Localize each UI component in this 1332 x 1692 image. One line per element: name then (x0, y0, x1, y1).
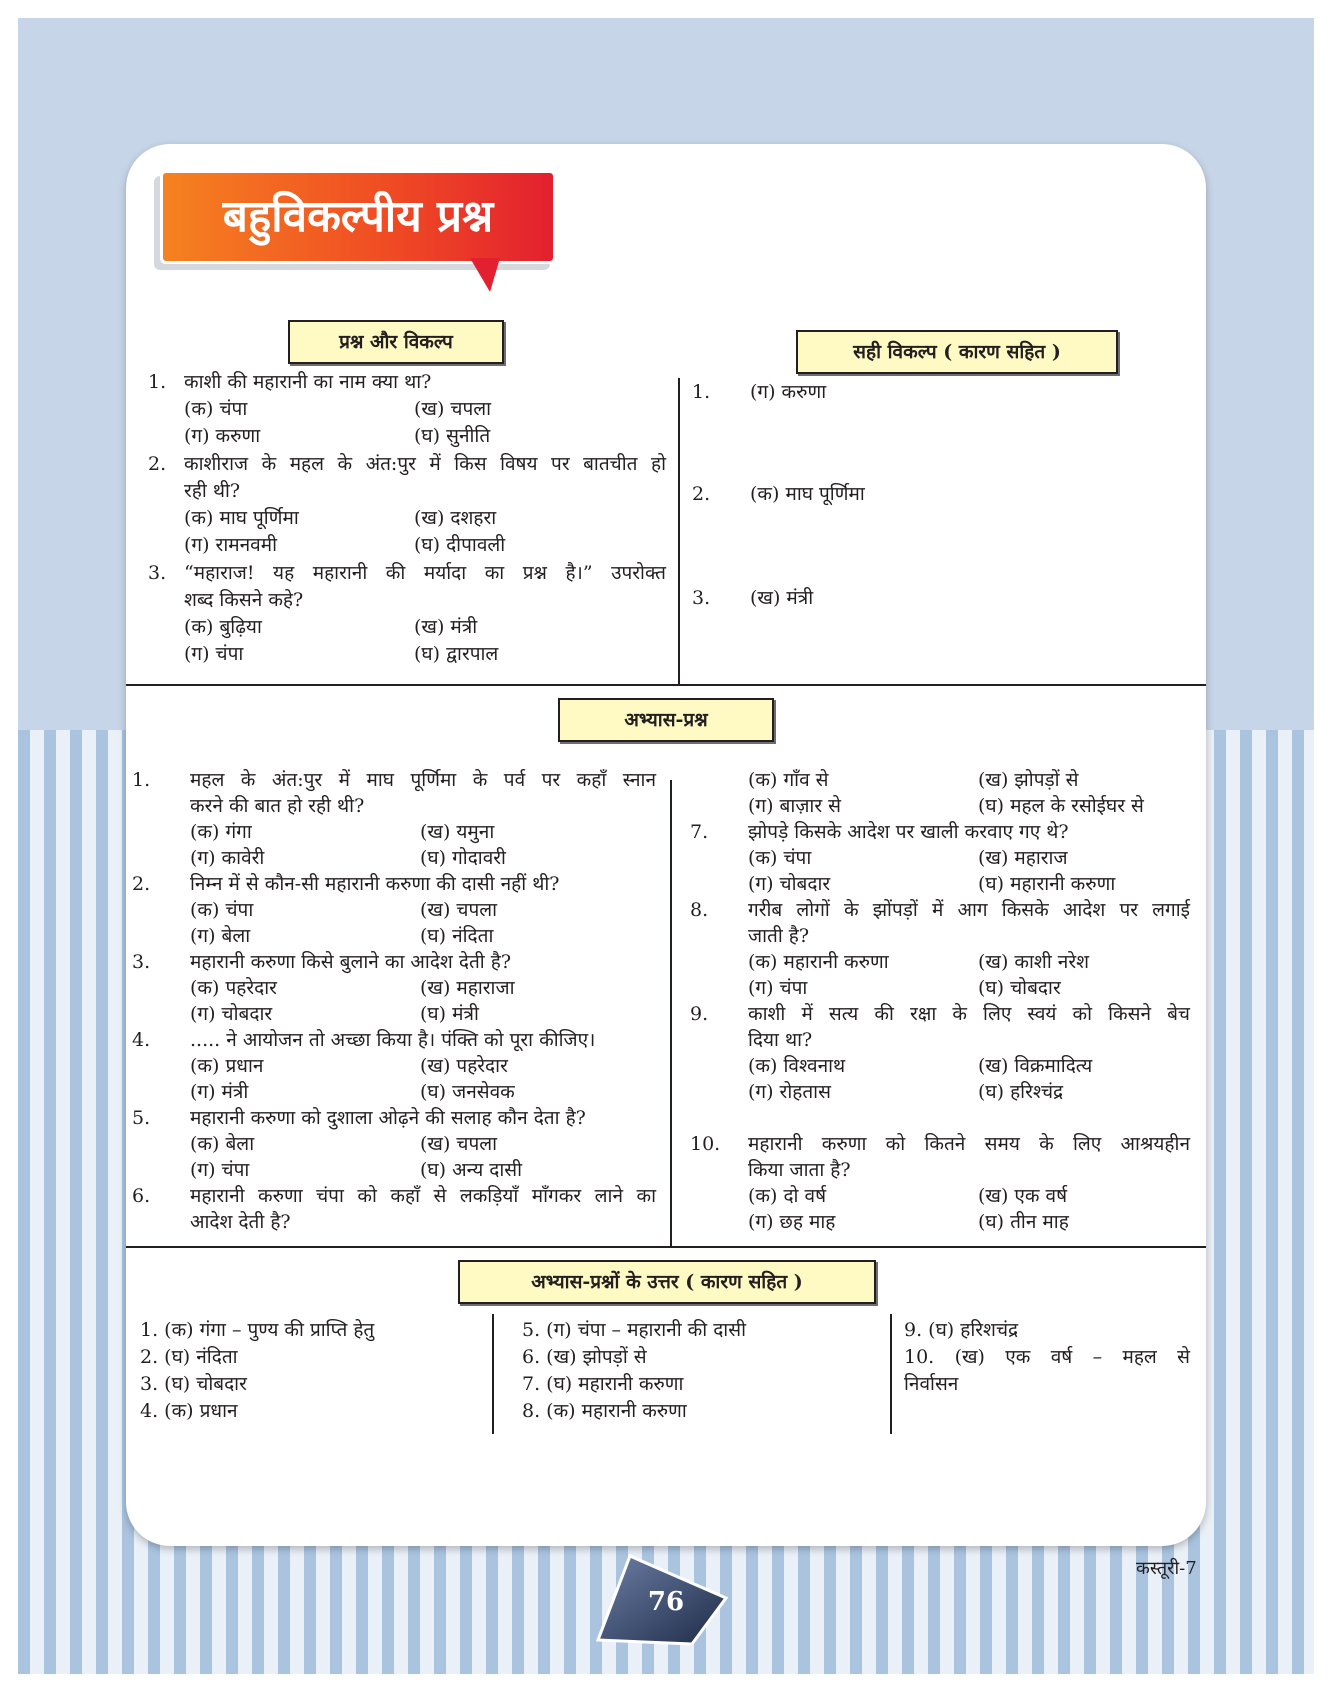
practice-option: (ग) बेला (190, 925, 251, 947)
option: (ग) चंपा (184, 643, 244, 665)
practice-option: (ख) यमुना (420, 821, 495, 843)
answer-number: 3. (692, 587, 711, 609)
practice-option: (ग) बाज़ार से (748, 795, 842, 817)
practice-option: (क) बेला (190, 1133, 255, 1155)
question-text: शब्द किसने कहे? (184, 589, 304, 611)
practice-option: (क) गंगा (190, 821, 252, 843)
option: (घ) दीपावली (414, 534, 506, 556)
practice-question-text: आदेश देती है? (190, 1211, 291, 1233)
practice-question-number: 1. (132, 769, 151, 791)
practice-answer: 3. (घ) चोबदार (140, 1373, 247, 1395)
option: (क) माघ पूर्णिमा (184, 507, 299, 529)
question-number: 2. (148, 453, 167, 475)
practice-question-text: काशी में सत्य की रक्षा के लिए स्वयं को किसने बेच (748, 1003, 1190, 1025)
practice-question-number: 6. (132, 1185, 151, 1207)
practice-option: (क) पहरेदार (190, 977, 277, 999)
practice-heading: अभ्यास-प्रश्न (558, 698, 774, 742)
option: (ग) रामनवमी (184, 534, 278, 556)
practice-question-text: महारानी करुणा चंपा को कहाँ से लकड़ियाँ माँगकर लाने का (190, 1185, 656, 1207)
practice-answer: 6. (ख) झोपड़ों से (522, 1346, 647, 1368)
practice-option: (ख) काशी नरेश (978, 951, 1090, 973)
answer-text: (क) माघ पूर्णिमा (750, 483, 865, 505)
question-number: 1. (148, 371, 167, 393)
answer-text: (ग) करुणा (750, 381, 827, 403)
practice-question-text: किया जाता है? (748, 1159, 851, 1181)
mcq-answers-heading: सही विकल्प ( कारण सहित ) (796, 330, 1118, 374)
practice-option: (घ) नंदिता (420, 925, 494, 947)
practice-question-text: महारानी करुणा को कितने समय के लिए आश्रयहीन (748, 1133, 1190, 1155)
practice-answer: 7. (घ) महारानी करुणा (522, 1373, 684, 1395)
title-banner (160, 170, 556, 264)
practice-option: (ग) चोबदार (748, 873, 831, 895)
option: (घ) द्वारपाल (414, 643, 499, 665)
question-text: काशीराज के महल के अंत:पुर में किस विषय पर बातचीत हो (184, 453, 666, 475)
practice-option: (क) गाँव से (748, 769, 829, 791)
practice-answer: निर्वासन (904, 1373, 959, 1395)
practice-answer: 8. (क) महारानी करुणा (522, 1400, 687, 1422)
practice-answer: 10. (ख) एक वर्ष – महल से (904, 1346, 1190, 1368)
mcq-questions-heading: प्रश्न और विकल्प (288, 320, 504, 364)
page-number: 76 (647, 1587, 685, 1617)
practice-question-text: दिया था? (748, 1029, 813, 1051)
practice-option: (क) दो वर्ष (748, 1185, 827, 1207)
option: (ख) दशहरा (414, 507, 497, 529)
practice-option: (घ) महल के रसोईघर से (978, 795, 1144, 817)
practice-option: (ख) एक वर्ष (978, 1185, 1068, 1207)
practice-option: (घ) गोदावरी (420, 847, 506, 869)
answer-number: 2. (692, 483, 711, 505)
question-number: 3. (148, 562, 167, 584)
answer-number: 1. (692, 381, 711, 403)
practice-option: (क) चंपा (190, 899, 254, 921)
practice-option: (ख) चपला (420, 1133, 498, 1155)
practice-option: (ख) झोपड़ों से (978, 769, 1079, 791)
practice-option: (घ) तीन माह (978, 1211, 1069, 1233)
option: (ग) करुणा (184, 425, 261, 447)
practice-option: (ख) विक्रमादित्य (978, 1055, 1093, 1077)
practice-question-text: करने की बात हो रही थी? (190, 795, 365, 817)
practice-option: (क) प्रधान (190, 1055, 264, 1077)
option: (ख) मंत्री (414, 616, 478, 638)
practice-option: (घ) हरिश्चंद्र (978, 1081, 1064, 1103)
question-text: “महाराज! यह महारानी की मर्यादा का प्रश्न है।” उपरोक्त (184, 562, 666, 584)
practice-option: (ख) महाराज (978, 847, 1068, 869)
practice-option: (ख) चपला (420, 899, 498, 921)
answer-text: (ख) मंत्री (750, 587, 814, 609)
practice-option: (ख) महाराजा (420, 977, 515, 999)
question-text: रही थी? (184, 480, 241, 502)
option: (क) चंपा (184, 398, 248, 420)
brand-label: कस्तूरी-7 (1136, 1558, 1197, 1579)
practice-option: (घ) महारानी करुणा (978, 873, 1116, 895)
practice-question-text: गरीब लोगों के झोंपड़ों में आग किसके आदेश पर लगाई (748, 899, 1190, 921)
practice-option: (ग) चंपा (748, 977, 808, 999)
answers-divider-1 (492, 1314, 494, 1434)
practice-answer: 9. (घ) हरिशचंद्र (904, 1319, 1019, 1341)
practice-question-text: झोपड़े किसके आदेश पर खाली करवाए गए थे? (748, 821, 1069, 843)
practice-question-number: 7. (690, 821, 709, 843)
practice-question-number: 10. (690, 1133, 721, 1155)
mcq-bottom-rule (126, 684, 1206, 686)
page-title: बहुविकल्पीय प्रश्न (222, 191, 494, 242)
practice-question-text: जाती है? (748, 925, 810, 947)
practice-question-number: 5. (132, 1107, 151, 1129)
practice-option: (ख) पहरेदार (420, 1055, 508, 1077)
practice-question-number: 8. (690, 899, 709, 921)
practice-question-text: महल के अंत:पुर में माघ पूर्णिमा के पर्व पर कहाँ स्नान (190, 769, 656, 791)
practice-option: (घ) मंत्री (420, 1003, 479, 1025)
practice-option: (घ) अन्य दासी (420, 1159, 523, 1181)
option: (ख) चपला (414, 398, 492, 420)
practice-question-number: 9. (690, 1003, 709, 1025)
practice-bottom-rule (126, 1246, 1206, 1248)
practice-option: (ग) मंत्री (190, 1081, 249, 1103)
option: (क) बुढ़िया (184, 616, 262, 638)
practice-answer: 1. (क) गंगा – पुण्य की प्राप्ति हेतु (140, 1319, 375, 1341)
practice-divider (670, 780, 672, 1246)
practice-option: (घ) जनसेवक (420, 1081, 515, 1103)
banner-tail (470, 258, 500, 292)
mcq-divider (678, 378, 680, 684)
practice-option: (ग) चोबदार (190, 1003, 273, 1025)
practice-answers-heading: अभ्यास-प्रश्नों के उत्तर ( कारण सहित ) (458, 1260, 876, 1304)
practice-option: (क) विश्वनाथ (748, 1055, 846, 1077)
practice-question-text: ..... ने आयोजन तो अच्छा किया है। पंक्ति को पूरा कीजिए। (190, 1029, 596, 1051)
practice-question-number: 4. (132, 1029, 151, 1051)
practice-option: (ग) छह माह (748, 1211, 836, 1233)
practice-question-text: महारानी करुणा को दुशाला ओढ़ने की सलाह कौन देता है? (190, 1107, 586, 1129)
option: (घ) सुनीति (414, 425, 491, 447)
practice-answer: 5. (ग) चंपा – महारानी की दासी (522, 1319, 746, 1341)
practice-option: (क) चंपा (748, 847, 812, 869)
practice-answer: 4. (क) प्रधान (140, 1400, 238, 1422)
practice-option: (क) महारानी करुणा (748, 951, 889, 973)
practice-option: (ग) चंपा (190, 1159, 250, 1181)
practice-option: (घ) चोबदार (978, 977, 1061, 999)
practice-question-text: महारानी करुणा किसे बुलाने का आदेश देती है? (190, 951, 512, 973)
practice-question-number: 2. (132, 873, 151, 895)
practice-question-number: 3. (132, 951, 151, 973)
question-text: काशी की महारानी का नाम क्या था? (184, 371, 432, 393)
practice-option: (ग) रोहतास (748, 1081, 831, 1103)
practice-answer: 2. (घ) नंदिता (140, 1346, 238, 1368)
practice-question-text: निम्न में से कौन-सी महारानी करुणा की दासी नहीं थी? (190, 873, 560, 895)
page-number-badge (596, 1554, 730, 1646)
practice-option: (ग) कावेरी (190, 847, 265, 869)
answers-divider-2 (890, 1314, 892, 1434)
